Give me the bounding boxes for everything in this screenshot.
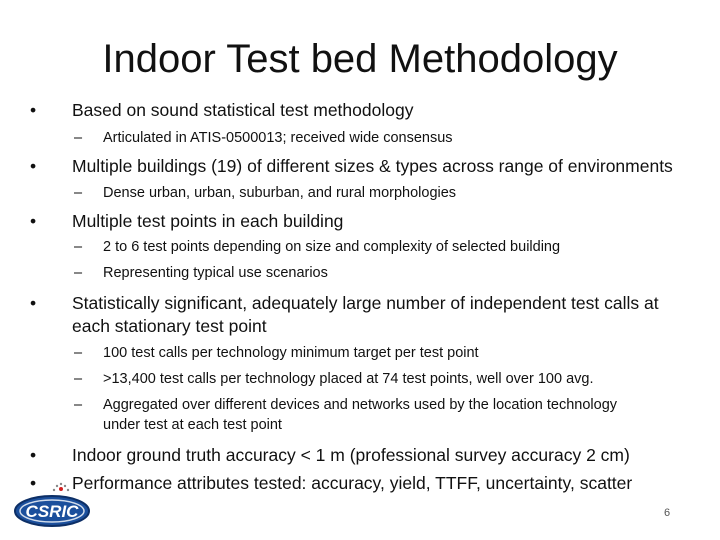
sub-bullet-text: Representing typical use scenarios xyxy=(103,265,328,281)
bullet-text: Multiple buildings (19) of different sizes & types across range of environments xyxy=(72,156,673,176)
bullet-dot: • xyxy=(30,293,37,313)
bullet-dot: • xyxy=(30,211,37,231)
sub-bullet-text: Aggregated over different devices and networks used by the location technology xyxy=(103,397,618,413)
bullet-text: Indoor ground truth accuracy < 1 m (professional survey accuracy 2 cm) xyxy=(72,445,630,465)
bullet-text: Performance attributes tested: accuracy, yield, TTFF, uncertainty, scatter xyxy=(72,473,633,493)
bullet-text: Based on sound statistical test methodology xyxy=(72,100,414,120)
sub-bullet-dash: – xyxy=(74,130,83,146)
sub-bullet-text: Dense urban, urban, suburban, and rural morphologies xyxy=(103,185,457,201)
logo-dots xyxy=(53,483,69,491)
bullet-text: each stationary test point xyxy=(72,316,267,336)
sub-bullet-dash: – xyxy=(74,185,83,201)
slide-title: Indoor Test bed Methodology xyxy=(102,37,618,81)
bullet-text: Multiple test points in each building xyxy=(72,211,344,231)
bullet-dot: • xyxy=(30,156,37,176)
sub-bullet-text: 100 test calls per technology minimum target per test point xyxy=(103,345,479,361)
sub-bullet-dash: – xyxy=(74,397,83,413)
bullet-dot: • xyxy=(30,445,37,465)
csric-logo xyxy=(12,480,96,532)
bullet-dot: • xyxy=(30,100,37,120)
sub-bullet-text: Articulated in ATIS-0500013; received wide consensus xyxy=(103,130,453,146)
bullet-dot: • xyxy=(30,473,37,493)
bullet-text: Statistically significant, adequately large number of independent test calls at xyxy=(72,293,659,313)
page-number: 6 xyxy=(664,507,671,519)
sub-bullet-dash: – xyxy=(74,239,83,255)
sub-bullet-text: 2 to 6 test points depending on size and complexity of selected building xyxy=(103,239,561,255)
sub-bullet-dash: – xyxy=(74,345,83,361)
sub-bullet-dash: – xyxy=(74,265,83,281)
sub-bullet-text: >13,400 test calls per technology placed at 74 test points, well over 100 avg. xyxy=(103,371,594,387)
logo-text: CSRIC xyxy=(25,502,79,521)
sub-bullet-text: under test at each test point xyxy=(103,417,282,433)
sub-bullet-dash: – xyxy=(74,371,83,387)
